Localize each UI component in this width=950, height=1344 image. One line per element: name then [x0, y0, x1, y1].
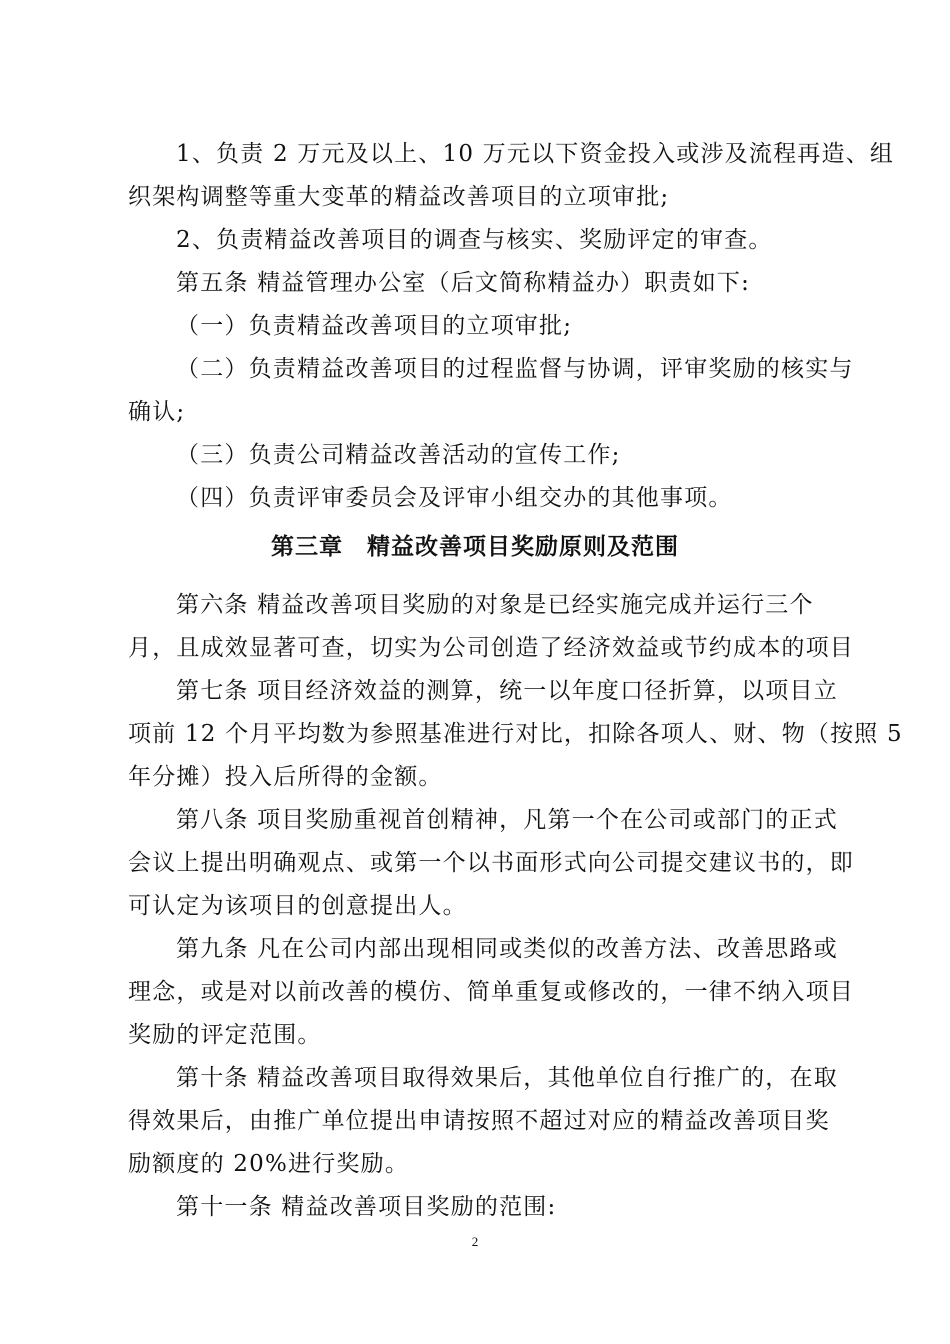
paragraph-line: 第十一条 精益改善项目奖励的范围: [176, 1194, 557, 1220]
paragraph-line: 月，且成效显著可查，切实为公司创造了经济效益或节约成本的项目 [128, 635, 854, 661]
paragraph-line: （三）负责公司精益改善活动的宣传工作; [176, 442, 621, 468]
paragraph-line: 得效果后，由推广单位提出申请按照不超过对应的精益改善项目奖 [128, 1108, 830, 1134]
page-number: 2 [471, 1234, 479, 1249]
paragraph-line: 年分摊）投入后所得的金额。 [128, 764, 443, 790]
paragraph-line: 会议上提出明确观点、或第一个以书面形式向公司提交建议书的，即 [128, 850, 854, 876]
paragraph-line: 织架构调整等重大变革的精益改善项目的立项审批; [128, 184, 670, 210]
paragraph-line: 第十条 精益改善项目取得效果后，其他单位自行推广的，在取 [176, 1065, 838, 1091]
paragraph-line: 第八条 项目奖励重视首创精神，凡第一个在公司或部门的正式 [176, 807, 838, 833]
paragraph-line: 2、负责精益改善项目的调查与核实、奖励评定的审查。 [176, 227, 773, 253]
chapter-heading: 第三章 精益改善项目奖励原则及范围 [271, 534, 679, 560]
paragraph-line: （二）负责精益改善项目的过程监督与协调，评审奖励的核实与 [176, 356, 854, 382]
paragraph-line: 理念，或是对以前改善的模仿、简单重复或修改的，一律不纳入项目 [128, 979, 854, 1005]
paragraph-line: 第五条 精益管理办公室（后文简称精益办）职责如下: [176, 270, 751, 296]
paragraph-line: 第六条 精益改善项目奖励的对象是已经实施完成并运行三个 [176, 592, 814, 618]
paragraph-line: 可认定为该项目的创意提出人。 [128, 893, 467, 919]
paragraph-line: 励额度的 20%进行奖励。 [128, 1151, 410, 1177]
paragraph-line: 项前 12 个月平均数为参照基准进行对比，扣除各项人、财、物（按照 5 [128, 721, 903, 747]
paragraph-line: 奖励的评定范围。 [128, 1022, 322, 1048]
paragraph-line: （四）负责评审委员会及评审小组交办的其他事项。 [176, 485, 733, 511]
paragraph-line: 第七条 项目经济效益的测算，统一以年度口径折算，以项目立 [176, 678, 838, 704]
paragraph-line: （一）负责精益改善项目的立项审批; [176, 313, 573, 339]
paragraph-line: 确认; [128, 399, 186, 425]
paragraph-line: 1、负责 2 万元及以上、10 万元以下资金投入或涉及流程再造、组 [176, 141, 895, 167]
paragraph-line: 第九条 凡在公司内部出现相同或类似的改善方法、改善思路或 [176, 936, 838, 962]
